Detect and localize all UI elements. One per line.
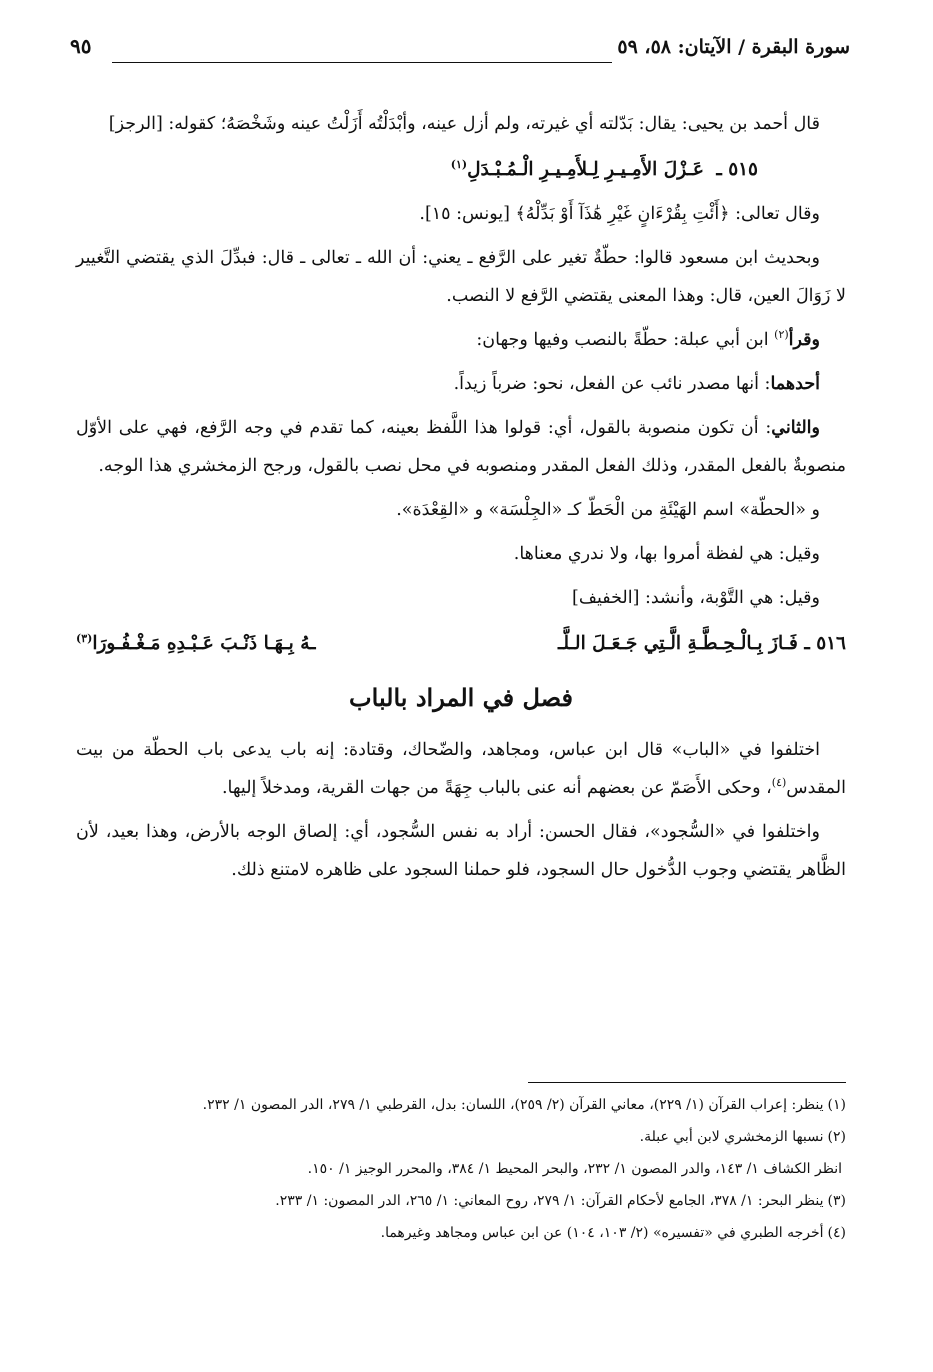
footnote-number: (٣) — [827, 1193, 846, 1209]
paragraph-2: وقال تعالى: ﴿أَئْتِ بِقُرْءَانٍ غَيْرِ هَٰذَآ أَوْ بَدِّلْهُ﴾ [يونس: ١٥]. — [419, 204, 820, 224]
footnote-ref: (٢) — [774, 328, 789, 342]
paragraph-text: اختلفوا في «الباب» قال ابن عباس، ومجاهد، والضّحاك، وقتادة: إنه باب يدعى باب الحطّة من بيت المقدس — [76, 740, 846, 798]
running-title: سورة البقرة / الآيتان: ٥٨، ٥٩ — [617, 36, 850, 58]
paragraph-10 — [76, 731, 846, 807]
footnote-text: انظر الكشاف ١/ ١٤٣، والدر المصون ١/ ٢٣٢، والبحر المحيط ١/ ٣٨٤، والمحرر الوجيز ١/ ١٥٠. — [307, 1161, 842, 1177]
footnote-ref: (١) — [450, 157, 468, 171]
paragraph-text: ، وحكى الأَصَمّ عن بعضهم أنه عنى بالباب جِهَةً من جهات القرية، ومدخلاً إليها. — [221, 778, 772, 798]
main-text — [76, 105, 846, 895]
verse-second-hemistich — [76, 623, 316, 665]
footnote-item — [76, 1156, 846, 1182]
lead-word: وقرأ — [788, 330, 820, 350]
paragraph-5 — [76, 365, 846, 403]
paragraph-6 — [76, 409, 846, 485]
footnote-text: ينظر البحر: ١/ ٣٧٨، الجامع لأحكام القرآن: ١/ ٢٧٩، روح المعاني: ١/ ٢٦٥، الدر المصون: ١/ ٢٣٣. — [275, 1193, 824, 1209]
paragraph-9: وقيل: هي التَّوْبة، وأنشد: [الخفيف] — [572, 588, 820, 608]
verse-first-hemistich — [558, 623, 846, 665]
verse-text: فَـازَ بِـالْـحِـطَّـةِ الَّـتِي جَـعَـلَ الـلَّـ — [557, 633, 798, 654]
paragraph-1: قال أحمد بن يحيى: يقال: بَدّلته أي غيرته، ولم أزل عينه، وأبْدَلْتُه أَزَلْتُ عينه وشَخْصَهُ؛ كقوله: [الرجز] — [108, 114, 820, 134]
footnote-text: نسبها الزمخشري لابن أبي عبلة. — [639, 1129, 824, 1145]
verse-text: ـهُ بِـهَـا ذَنْـبَ عَـبْـدِهِ مَـغْـفُـورَا — [92, 633, 316, 654]
footnotes — [76, 1092, 846, 1252]
verse-number: ٥١٥ ـ — [716, 159, 758, 180]
footnote-number: (٢) — [827, 1129, 846, 1145]
footnote-item — [76, 1124, 846, 1150]
page-number: ٩٥ — [70, 34, 92, 58]
paragraph-text: : أنها مصدر نائب عن الفعل، نحو: ضرباً زيداً. — [453, 374, 771, 394]
verse-text: عَـزْلَ الأَمِـيـرِ لِـلأَمِـيـرِ الْـمُـبْـدَلِ — [467, 159, 704, 180]
header-rule — [112, 62, 612, 63]
footnote-item — [76, 1220, 846, 1246]
lead-word: أحدهما — [770, 374, 820, 394]
verse-515 — [76, 149, 846, 191]
footnote-number: (٤) — [827, 1225, 846, 1241]
paragraph-text: ابن أبي عبلة: حطّةً بالنصب وفيها وجهان: — [476, 330, 775, 350]
verse-number: ٥١٦ ـ — [804, 633, 846, 654]
footnote-item — [76, 1092, 846, 1118]
paragraph-11: واختلفوا في «السُّجود»، فقال الحسن: أراد به نفس السُّجود، أي: إلصاق الوجه بالأرض، وهذا بعيد، لأن الظَّاهر يقتضي وجوب الدُّخول حال السجود، فلو حملنا السجود على ظاهره لامتنع ذلك. — [76, 822, 846, 880]
footnote-item — [76, 1188, 846, 1214]
footnote-number: (١) — [827, 1097, 846, 1113]
lead-word: والثاني — [771, 418, 820, 438]
paragraph-4 — [76, 321, 846, 359]
footnote-text: أخرجه الطبري في «تفسيره» (٢/ ١٠٣، ١٠٤) عن ابن عباس ومجاهد وغيرهما. — [380, 1225, 824, 1241]
footnote-separator — [528, 1082, 846, 1083]
page-header — [70, 28, 850, 72]
footnote-ref: (٤) — [771, 776, 787, 790]
section-heading: فصل في المراد بالباب — [349, 683, 573, 712]
footnote-text: ينظر: إعراب القرآن (١/ ٢٢٩)، معاني القرآن (٢/ ٢٥٩)، اللسان: بدل، القرطبي ١/ ٢٧٩، الدر المصون ١/ ٢٣٢. — [202, 1097, 824, 1113]
paragraph-7: و «الحطّة» اسم الهَيْئَةِ من الْحَطّ كـ «الجِلْسَة» و «القِعْدَة». — [396, 500, 820, 520]
paragraph-3: وبحديث ابن مسعود قالوا: حطّةٌ تغير على الرَّفع ـ يعني: أن الله ـ تعالى ـ قال: فبدِّلَ الذي يقتضي التَّغيير لا زَوَالَ العين، قال: وهذا المعنى يقتضي الرَّفع لا النصب. — [76, 248, 846, 306]
paragraph-text: : أن تكون منصوبة بالقول، أي: قولوا هذا اللَّفظ بعينه، كما تقدم في وجه الرَّفع، فهي على الأوّل منصوبةٌ بالفعل المقدر، وذلك الفعل المقدر ومنصوبه في محل نصب بالقول، ورجح الزمخشري هذا الوجه. — [76, 418, 846, 476]
paragraph-8: وقيل: هي لفظة أمروا بها، ولا ندري معناها. — [513, 544, 820, 564]
verse-516 — [76, 623, 846, 665]
footnote-ref: (٣) — [76, 631, 93, 645]
